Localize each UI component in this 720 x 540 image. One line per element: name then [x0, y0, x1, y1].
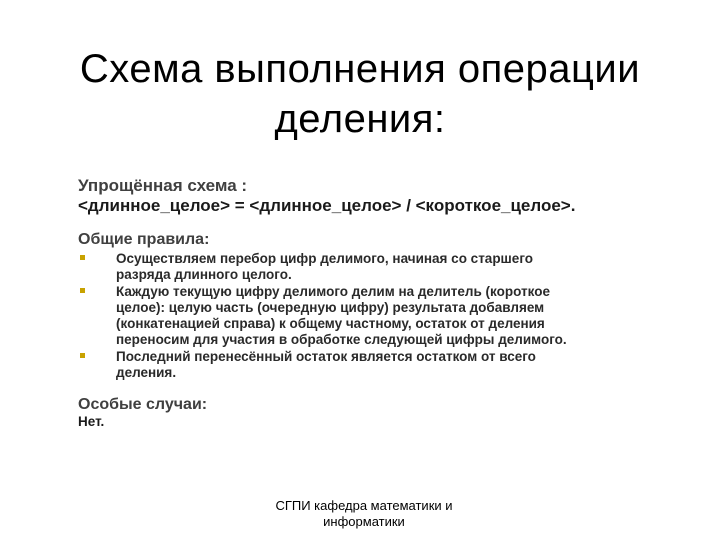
slide-content — [78, 176, 648, 430]
rule-item-2 — [78, 284, 648, 348]
simplified-scheme-section — [78, 176, 648, 216]
rule-item-1-line-1: Осуществляем перебор цифр делимого, начиная со старшего — [116, 251, 534, 266]
rule-item-3-line-2: деления. — [116, 365, 177, 380]
rule-item-3 — [78, 349, 648, 381]
simplified-scheme-formula: <длинное_целое> = <длинное_целое> / <короткое_целое>. — [78, 196, 576, 215]
simplified-scheme-heading: Упрощённая схема : — [78, 176, 248, 195]
general-rules-section — [78, 230, 648, 381]
rule-item-1 — [78, 251, 648, 283]
rule-item-2-line-4: переносим для участия в обработке следующей цифры делимого. — [116, 332, 567, 347]
footer-line-2: информатики — [323, 514, 405, 529]
footer-line-1: СГПИ кафедра математики и — [275, 498, 453, 513]
rule-item-2-line-2: целое): целую часть (очередную цифру) результата добавляем — [116, 300, 545, 315]
slide-title — [0, 44, 720, 144]
special-cases-body: Нет. — [78, 414, 105, 429]
rule-item-3-line-1: Последний перенесённый остаток является остатком от всего — [116, 349, 536, 364]
rule-item-2-line-1: Каждую текущую цифру делимого делим на делитель (короткое — [116, 284, 550, 299]
general-rules-heading: Общие правила: — [78, 231, 210, 248]
special-cases-section — [78, 395, 648, 430]
slide-footer — [244, 498, 484, 530]
rule-item-1-line-2: разряда длинного целого. — [116, 267, 292, 282]
general-rules-list — [78, 251, 648, 381]
special-cases-heading: Особые случаи: — [78, 396, 208, 413]
rule-item-2-line-3: (конкатенацией справа) к общему частному, остаток от деления — [116, 316, 545, 331]
slide-title-line-2: деления: — [274, 97, 446, 141]
square-bullet-icon — [80, 288, 85, 293]
square-bullet-icon — [80, 353, 85, 358]
slide-title-line-1: Схема выполнения операции — [79, 47, 641, 91]
square-bullet-icon — [80, 255, 85, 260]
